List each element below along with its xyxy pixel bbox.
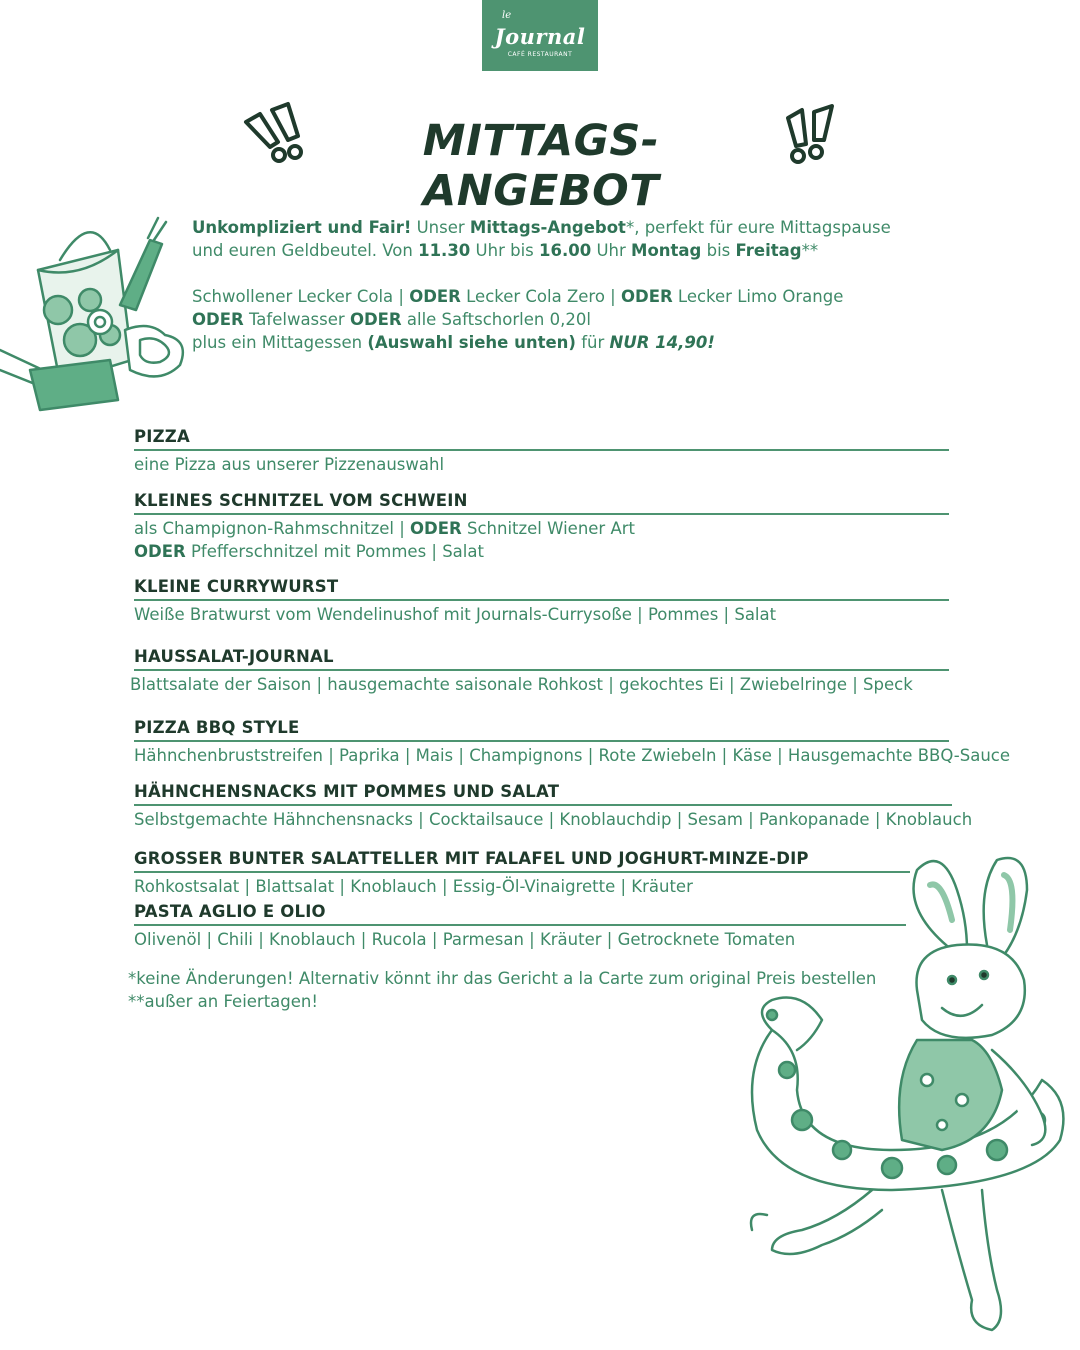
logo-le: le (502, 10, 512, 21)
menu-section-desc: Hähnchenbruststreifen | Paprika | Mais | Champignons | Rote Zwiebeln | Käse | Hausgemachte BBQ-Sauce (134, 746, 1011, 765)
logo (482, 0, 598, 71)
menu-section-snacks (134, 781, 973, 831)
menu-section-title: PIZZA (134, 426, 949, 451)
desc-bold: ODER (410, 519, 462, 538)
desc-text: Pfefferschnitzel mit Pommes | Salat (185, 542, 484, 561)
menu-section-title: HÄHNCHENSNACKS MIT POMMES UND SALAT (134, 781, 952, 806)
menu-section-haussalat (130, 646, 949, 696)
intro-line-1 (192, 216, 892, 239)
intro-line-2 (192, 239, 892, 262)
sand-bucket-illustration (0, 210, 200, 420)
intro-text-span: Tafelwasser (243, 310, 350, 329)
intro-bold: ODER (349, 310, 402, 329)
logo-subtitle: CAFÉ RESTAURANT (507, 51, 573, 58)
logo-name: Journal (494, 24, 586, 49)
intro-text-span: Uhr bis (470, 241, 540, 260)
intro-bold: ODER (620, 287, 673, 306)
menu-section-pizza (134, 426, 949, 476)
intro-text-span: *, perfekt für eure Mittagspause (625, 218, 891, 237)
intro-text-span: und euren Geldbeutel. Von (192, 241, 419, 260)
intro-text-span: Lecker Limo Orange (672, 287, 844, 306)
intro-line-4 (192, 308, 892, 331)
intro-text-span: Schwollener Lecker Cola | (192, 287, 410, 306)
menu-section-desc: Rohkostsalat | Blattsalat | Knoblauch | Essig-Öl-Vinaigrette | Kräuter (134, 877, 693, 896)
intro-text-span: Lecker Cola Zero | (460, 287, 621, 306)
intro-text-span: alle Saftschorlen 0,20l (401, 310, 591, 329)
intro-bold: Mittags-Angebot (469, 218, 626, 237)
menu-section-title: HAUSSALAT-JOURNAL (134, 646, 949, 671)
footnote-2: **außer an Feiertagen! (128, 992, 318, 1011)
intro-bold: 16.00 (539, 241, 592, 260)
menu-section-desc: Weiße Bratwurst vom Wendelinushof mit Journals-Currysoße | Pommes | Salat (134, 605, 777, 624)
menu-section-desc: eine Pizza aus unserer Pizzenauswahl (134, 455, 445, 474)
menu-section-currywurst (134, 576, 949, 626)
intro-text-span: Uhr (591, 241, 632, 260)
intro-bold: Montag (631, 241, 702, 260)
menu-section-title: KLEINES SCHNITZEL VOM SCHWEIN (134, 490, 949, 515)
intro-bold: Unkompliziert und Fair! (192, 218, 412, 237)
menu-section-title: KLEINE CURRYWURST (134, 576, 949, 601)
intro-line-5 (192, 331, 892, 354)
menu-section-desc: Selbstgemachte Hähnchensnacks | Cocktailsauce | Knoblauchdip | Sesam | Pankopanade | Knoblauch (134, 810, 973, 829)
intro-bold: ODER (192, 310, 244, 329)
intro-text-span: Unser (411, 218, 470, 237)
intro-text (192, 216, 892, 354)
desc-bold: ODER (134, 542, 186, 561)
intro-bold: ODER (409, 287, 461, 306)
intro-text-span: plus ein Mittagessen (192, 333, 368, 352)
bunny-with-swim-ring-illustration (742, 850, 1080, 1345)
exclamation-icon (770, 100, 842, 170)
menu-section-desc: Blattsalate der Saison | hausgemachte saisonale Rohkost | gekochtes Ei | Zwiebelringe | Speck (130, 675, 913, 694)
title-block (230, 100, 850, 216)
menu-section-title: PIZZA BBQ STYLE (134, 717, 949, 742)
menu-section-title: PASTA AGLIO E OLIO (134, 901, 906, 926)
intro-bold: Freitag (735, 241, 802, 260)
exclamation-icon (238, 100, 310, 170)
intro-bold: 11.30 (418, 241, 471, 260)
footnote-1: *keine Änderungen! Alternativ könnt ihr das Gericht a la Carte zum original Preis bestellen (128, 969, 877, 988)
menu-section-desc: Olivenöl | Chili | Knoblauch | Rucola | Parmesan | Kräuter | Getrocknete Tomaten (134, 930, 796, 949)
menu-section-title: GROSSER BUNTER SALATTELLER MIT FALAFEL UND JOGHURT-MINZE-DIP (134, 848, 910, 873)
page-title: MITTAGS-ANGEBOT (422, 116, 660, 216)
price-highlight: NUR 14,90! (609, 333, 715, 352)
intro-text-span: bis (701, 241, 736, 260)
intro-line-3 (192, 285, 892, 308)
desc-text: Schnitzel Wiener Art (461, 519, 636, 538)
intro-bold: (Auswahl siehe unten) (367, 333, 576, 352)
desc-text: als Champignon-Rahmschnitzel | (134, 519, 411, 538)
intro-text-span: ** (801, 241, 819, 260)
intro-text-span: für (575, 333, 610, 352)
menu-section-schnitzel (134, 490, 949, 563)
menu-section-bbq (134, 717, 1011, 767)
menu-section-desc (134, 517, 949, 563)
